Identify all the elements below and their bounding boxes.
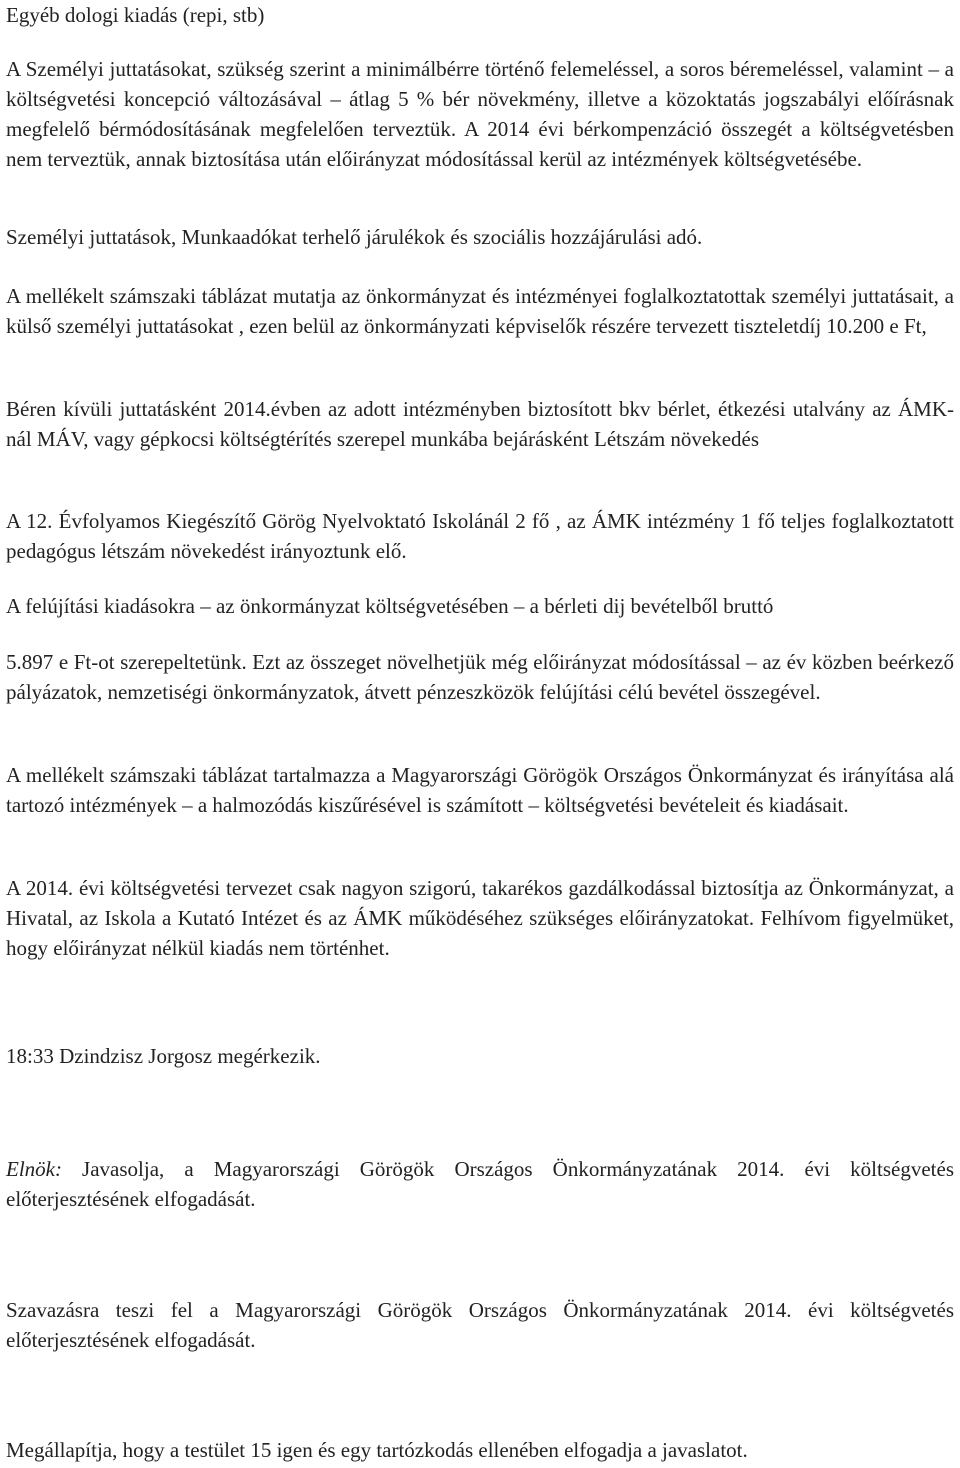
paragraph-arrival-note: 18:33 Dzindzisz Jorgosz megérkezik. xyxy=(6,1044,321,1068)
paragraph-benefits: Béren kívüli juttatásként 2014.évben az adott intézményben biztosított bkv bérlet, étkezési utalvány az ÁMK-nál MÁV, vagy gépkocsi költségtérítés szerepel munkába bejárásként Létszám növekedés xyxy=(6,397,954,451)
chair-label: Elnök: xyxy=(6,1157,62,1181)
chair-proposal-text: Javasolja, a Magyarországi Görögök Országos Önkormányzatának 2014. évi költségvetés előterjesztésének elfogadását. xyxy=(6,1157,954,1211)
paragraph-personnel-budget: A Személyi juttatásokat, szükség szerint a minimálbérre történő felemeléssel, a soros béremeléssel, valamint – a költségvetési koncepció változásával – átlag 5 % bér növekmény, illetve a közoktatás jogszabályi előírásnak megfelelő bérmódosításának megfelelően terveztük. A 2014 évi bérkompenzáció összegét a költségvetésben nem terveztük, annak biztosítása után előirányzat módosítással kerül az intézmények költségvetésébe. xyxy=(6,57,954,171)
paragraph-chair-proposal xyxy=(6,1154,954,1214)
paragraph-headcount: A 12. Évfolyamos Kiegészítő Görög Nyelvoktató Iskolánál 2 fő , az ÁMK intézmény 1 fő teljes foglalkoztatott pedagógus létszám növekedést irányoztunk elő. xyxy=(6,509,954,563)
paragraph-personnel-heading: Személyi juttatások, Munkaadókat terhelő járulékok és szociális hozzájárulási adó. xyxy=(6,225,703,249)
paragraph-vote-result: Megállapítja, hogy a testület 15 igen és egy tartózkodás ellenében elfogadja a javaslatot. xyxy=(6,1438,748,1462)
paragraph-personnel-table: A mellékelt számszaki táblázat mutatja az önkormányzat és intézményei foglalkoztatottak személyi juttatásait, a külső személyi juttatásokat , ezen belül az önkormányzati képviselők részére tervezett tiszteletdíj 10.200 e Ft, xyxy=(6,284,954,338)
paragraph-strict-budget: A 2014. évi költségvetési tervezet csak nagyon szigorú, takarékos gazdálkodással biztosítja az Önkormányzat, a Hivatal, az Iskola a Kutató Intézet és az ÁMK működéséhez szükséges előirányzatokat. Felhívom figyelmüket, hogy előirányzat nélkül kiadás nem történhet. xyxy=(6,876,954,960)
paragraph-renovation: A felújítási kiadásokra – az önkormányzat költségvetésében – a bérleti dij bevételből bruttó xyxy=(6,594,774,618)
paragraph-vote-call: Szavazásra teszi fel a Magyarországi Görögök Országos Önkormányzatának 2014. évi költségvetés előterjesztésének elfogadását. xyxy=(6,1298,954,1352)
paragraph-renovation-amount: 5.897 e Ft-ot szerepeltetünk. Ezt az összeget növelhetjük még előirányzat módosítással – az év közben beérkező pályázatok, nemzetiségi önkormányzatok, átvett pénzeszközök felújítási célú bevétel összegével. xyxy=(6,650,954,704)
section-heading: Egyéb dologi kiadás (repi, stb) xyxy=(6,3,265,27)
paragraph-consolidated: A mellékelt számszaki táblázat tartalmazza a Magyarországi Görögök Országos Önkormányzat és irányítása alá tartozó intézmények – a halmozódás kiszűrésével is számított – költségvetési bevételeit és kiadásait. xyxy=(6,763,954,817)
